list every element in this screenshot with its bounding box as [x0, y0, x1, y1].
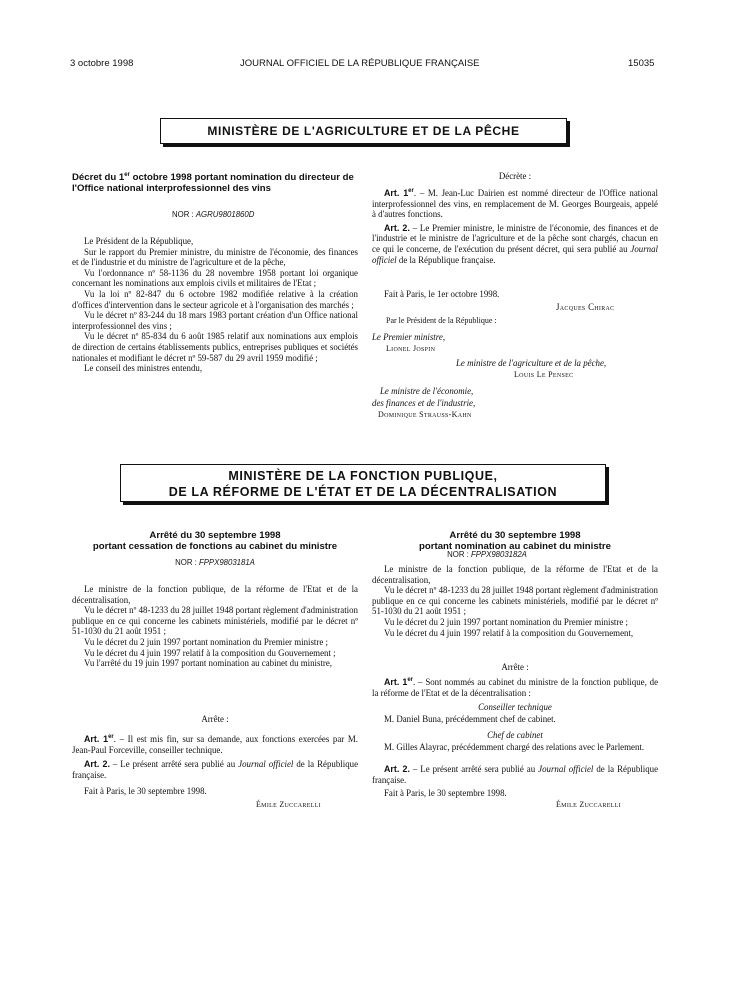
arrete2-art1: Art. 1er. – Sont nommés au cabinet du ministre de la fonction publique, de la réforme de l'Etat et de la décentralisation : — [372, 676, 659, 698]
arrete2-nor: NOR : FPPX9803182A — [447, 550, 527, 559]
ministry-agriculture-box: MINISTÈRE DE L'AGRICULTURE ET DE LA PÊCHE — [160, 118, 567, 144]
arrete2-person-2: M. Gilles Alayrac, précédemment chargé des relations avec le Parlement. — [384, 742, 645, 752]
ministry-line-2: DE LA RÉFORME DE L'ÉTAT ET DE LA DÉCENTRALISATION — [168, 485, 558, 499]
arrete2-fait: Fait à Paris, le 30 septembre 1998. — [384, 788, 507, 798]
decree-eco-title-1: Le ministre de l'économie, — [380, 386, 474, 396]
arrete1-preamble: Le ministre de la fonction publique, de la réforme de l'Etat et de la décentralisation, Vu le décret nº 48-1233 du 28 juillet 1948 portant règlement d'administration publique en ce qui concerne les cabinets ministériels, modifié par le décret nº 51-1030 du 21 août 1951 ; Vu le décret du 2 juin 1997 portant nomination du Premier ministre ; Vu le décret du 4 juin 1997 relatif à la composition du Gouvernement ; Vu l'arrêté du 19 juin 1997 portant nomination au cabinet du ministre, — [72, 584, 358, 669]
decree-eco-name: Dominique Strauss-Kahn — [378, 410, 472, 419]
decree-signer: Jacques Chirac — [556, 302, 615, 312]
decree-articles: Art. 1er. – M. Jean-Luc Dairien est nommé directeur de l'Office national interprofessionnel des vins, en remplacement de M. Georges Bourgeais, appelé à d'autres fonctions. Art. 2. – Le Premier ministre, le ministre de l'économie, des finances et de l'industrie et le ministre de l'agriculture et de la pêche sont chargés, chacun en ce qui le concerne, de l'exécution du présent décret, qui sera publié au Journal officiel de la République française. — [372, 187, 659, 265]
arrete2-arrete: Arrête : — [501, 662, 529, 672]
decree-title: Décret du 1er octobre 1998 portant nomination du directeur de l'Office national interprofessionnel des vins — [72, 172, 354, 195]
decree-preamble: Le Président de la République, Sur le rapport du Premier ministre, du ministre de l'économie, des finances et de l'industrie et du ministre de l'agriculture et de la pêche, Vu l'ordonnance nº 58-1136 du 28 novembre 1958 portant loi organique concernant les nominations aux emplois civils et militaires de l'Etat ; Vu la loi nº 82-847 du 6 octobre 1982 modifiée relative à la création d'offices d'intervention dans le secteur agricole et à l'organisation des marchés ; Vu le décret nº 83-244 du 18 mars 1983 portant création d'un Office national interprofessionnel des vins ; Vu le décret nº 85-834 du 6 août 1985 relatif aux nominations aux emplois de direction de certains établissements publics, entreprises publiques et sociétés nationales et modifiant le décret nº 59-587 du 29 avril 1959 modifié ; Le conseil des ministres entendu, — [72, 236, 358, 374]
arrete2-preamble: Le ministre de la fonction publique, de la réforme de l'Etat et de la décentralisation, Vu le décret nº 48-1233 du 28 juillet 1948 portant règlement d'administration publique en ce qui concerne les cabinets ministériels, modifié par le décret nº 51-1030 du 21 août 1951 ; Vu le décret du 2 juin 1997 portant nomination du Premier ministre ; Vu le décret du 4 juin 1997 relatif à la composition du Gouvernement, — [372, 564, 658, 638]
ministry-line-1: MINISTÈRE DE LA FONCTION PUBLIQUE, — [228, 469, 498, 483]
decree-pm-name: Lionel Jospin — [386, 344, 436, 353]
arrete1-title: Arrêté du 30 septembre 1998 portant cessation de fonctions au cabinet du ministre — [92, 530, 338, 552]
header-date: 3 octobre 1998 — [70, 58, 134, 69]
arrete2-role-1: Conseiller technique — [478, 702, 552, 712]
decree-nor: NOR : AGRU9801860D — [172, 210, 255, 219]
arrete1-articles: Art. 1er. – Il est mis fin, sur sa demande, aux fonctions exercées par M. Jean-Paul Forceville, conseiller technique. Art. 2. – Le présent arrêté sera publié au Journal officiel de la République française. — [72, 733, 359, 780]
decree-pm-title: Le Premier ministre, — [372, 332, 446, 342]
arrete1-arrete: Arrête : — [201, 714, 229, 724]
arrete1-signer: Émile Zuccarelli — [256, 800, 321, 809]
decree-eco-title-2: des finances et de l'industrie, — [372, 398, 476, 408]
decree-agri-name: Louis Le Pensec — [514, 370, 574, 379]
arrete1-nor: NOR : FPPX9803181A — [175, 558, 255, 567]
arrete2-person-1: M. Daniel Buna, précédemment chef de cabinet. — [384, 714, 556, 724]
arrete1-fait: Fait à Paris, le 30 septembre 1998. — [84, 786, 207, 796]
decree-agri-title: Le ministre de l'agriculture et de la pêche, — [456, 358, 607, 368]
header-page-number: 15035 — [628, 58, 655, 69]
arrete2-role-2: Chef de cabinet — [487, 730, 543, 740]
decree-fait: Fait à Paris, le 1er octobre 1998. — [384, 289, 500, 299]
header-journal-title: JOURNAL OFFICIEL DE LA RÉPUBLIQUE FRANÇAISE — [240, 58, 480, 69]
arrete2-signer: Émile Zuccarelli — [556, 800, 621, 809]
decree-par-le-president: Par le Président de la République : — [386, 316, 497, 325]
arrete2-art2: Art. 2. – Le présent arrêté sera publié au Journal officiel de la République française. — [372, 764, 659, 785]
arrete2-title: Arrêté du 30 septembre 1998 portant nomination au cabinet du ministre — [419, 530, 611, 552]
decree-decrete: Décrète : — [498, 171, 532, 181]
ministry-fonction-publique-box — [120, 464, 606, 502]
